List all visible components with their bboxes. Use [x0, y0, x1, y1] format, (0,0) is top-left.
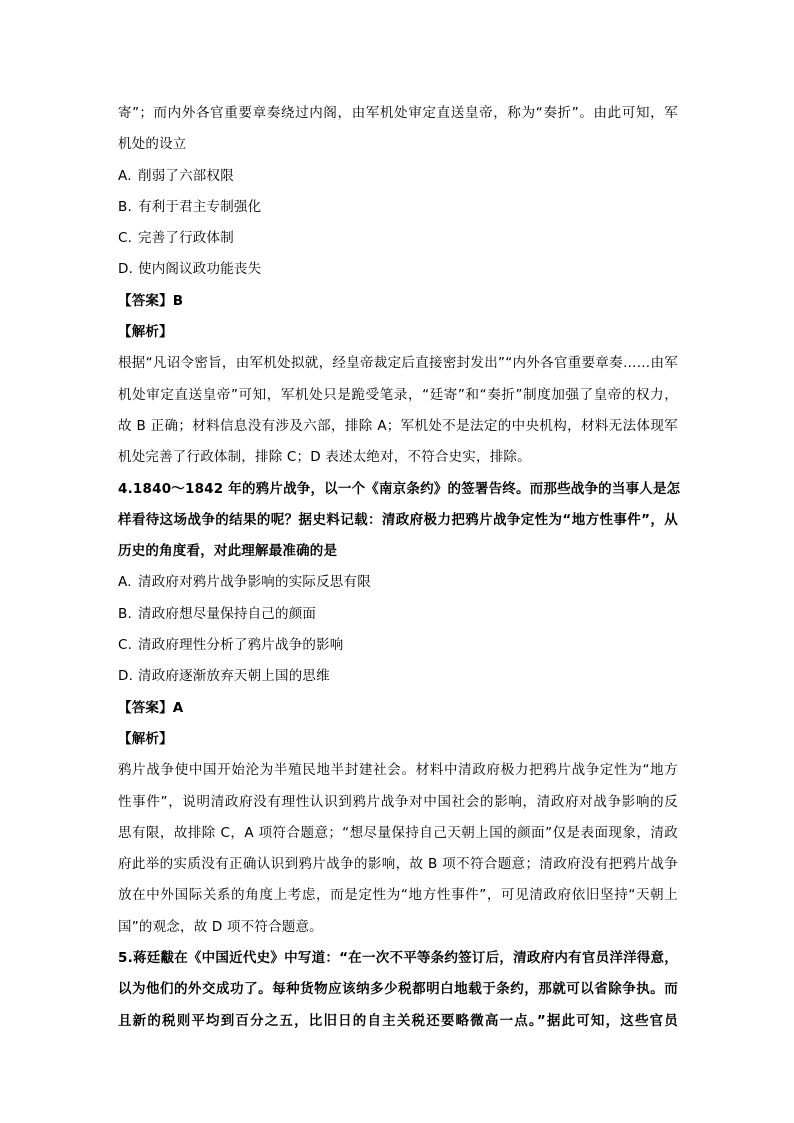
- option-letter: A.: [118, 574, 132, 591]
- option-text: 使内阁议政功能丧失: [138, 261, 262, 278]
- question-5-stem-line: 5.蒋廷黻在《中国近代史》中写道：“在一次不平等条约签订后，清政府内有官员洋洋得意，: [118, 950, 678, 967]
- question-3-analysis-label: 【解析】: [118, 324, 173, 341]
- question-4-option-a: [118, 567, 678, 598]
- question-4-analysis-line: 放在中外国际关系的角度上考虑，而是定性为“地方性事件”，可见清政府依旧坚持“天朝上: [118, 887, 678, 904]
- question-3-option-a: [118, 161, 678, 192]
- option-letter: D.: [118, 668, 134, 685]
- option-letter: B.: [118, 605, 132, 622]
- question-4-stem-line: 样看待这场战争的结果的呢？据史料记载：清政府极力把鸦片战争定性为“地方性事件”，从: [118, 511, 678, 528]
- question-4-analysis-line: 府此举的实质没有正确认识到鸦片战争的影响，故 B 项不符合题意；清政府没有把鸦片战争: [118, 856, 678, 873]
- option-text: 有利于君主专制强化: [138, 198, 262, 215]
- question-4-option-d: [118, 661, 678, 692]
- question-3-analysis-line: 故 B 正确；材料信息没有涉及六部，排除 A；军机处不是法定的中央机构，材料无法体现军: [118, 417, 678, 434]
- question-4-option-c: [118, 630, 678, 661]
- question-5-stem-line: 以为他们的外交成功了。每种货物应该纳多少税都明白地载于条约，那就可以省除争执。而: [118, 981, 678, 998]
- question-3-stem-line: 寄”；而内外各官重要章奏绕过内阁，由军机处审定直送皇帝，称为“奏折”。由此可知，军: [118, 105, 678, 121]
- question-3-analysis-line: 根据“凡诏令密旨，由军机处拟就，经皇帝裁定后直接密封发出”“内外各官重要章奏……由军: [118, 355, 678, 372]
- question-3-option-d: [118, 254, 678, 285]
- question-3-answer: 【答案】B: [118, 292, 184, 309]
- question-3-stem-line: 机处的设立: [118, 136, 187, 153]
- option-text: 完善了行政体制: [138, 230, 234, 247]
- question-4-analysis-line: 思有限，故排除 C，A 项符合题意；“想尽量保持自己天朝上国的颜面”仅是表面现象，清政: [118, 824, 678, 841]
- option-text: 清政府理性分析了鸦片战争的影响: [138, 637, 344, 654]
- question-3-option-c: [118, 223, 678, 254]
- option-text: 清政府对鸦片战争影响的实际反思有限: [138, 574, 371, 591]
- question-4-analysis-line: 鸦片战争使中国开始沦为半殖民地半封建社会。材料中清政府极力把鸦片战争定性为“地方: [118, 762, 678, 779]
- option-letter: D.: [118, 261, 134, 278]
- option-text: 清政府想尽量保持自己的颜面: [138, 605, 317, 622]
- question-5-stem-line: 且新的税则平均到百分之五，比旧日的自主关税还要略微高一点。”据此可知，这些官员: [118, 1012, 678, 1029]
- question-4-stem-line: 4.1840～1842 年的鸦片战争，以一个《南京条约》的签署告终。而那些战争的当事人是怎: [118, 480, 681, 497]
- option-letter: C.: [118, 637, 133, 654]
- option-letter: C.: [118, 230, 133, 247]
- question-3-analysis-line: 机处完善了行政体制，排除 C；D 表述太绝对，不符合史实，排除。: [118, 449, 531, 466]
- question-4-analysis-line: 国”的观念，故 D 项不符合题意。: [118, 918, 323, 935]
- option-text: 清政府逐渐放弃天朝上国的思维: [138, 668, 330, 685]
- question-4-stem-line: 历史的角度看，对此理解最准确的是: [118, 543, 338, 560]
- question-4-analysis-line: 性事件”，说明清政府没有理性认识到鸦片战争对中国社会的影响，清政府对战争影响的反: [118, 793, 678, 810]
- option-letter: A.: [118, 167, 132, 184]
- document-body: [118, 98, 681, 1037]
- option-text: 削弱了六部权限: [138, 167, 234, 184]
- question-4-answer: 【答案】A: [118, 699, 184, 716]
- question-3-analysis-line: 机处审定直送皇帝”可知，军机处只是跪受笔录，“廷寄”和“奏折”制度加强了皇帝的权力，: [118, 386, 678, 403]
- question-3-option-b: [118, 192, 678, 223]
- question-4-option-b: [118, 599, 678, 630]
- question-4-analysis-label: 【解析】: [118, 730, 173, 747]
- option-letter: B.: [118, 198, 132, 215]
